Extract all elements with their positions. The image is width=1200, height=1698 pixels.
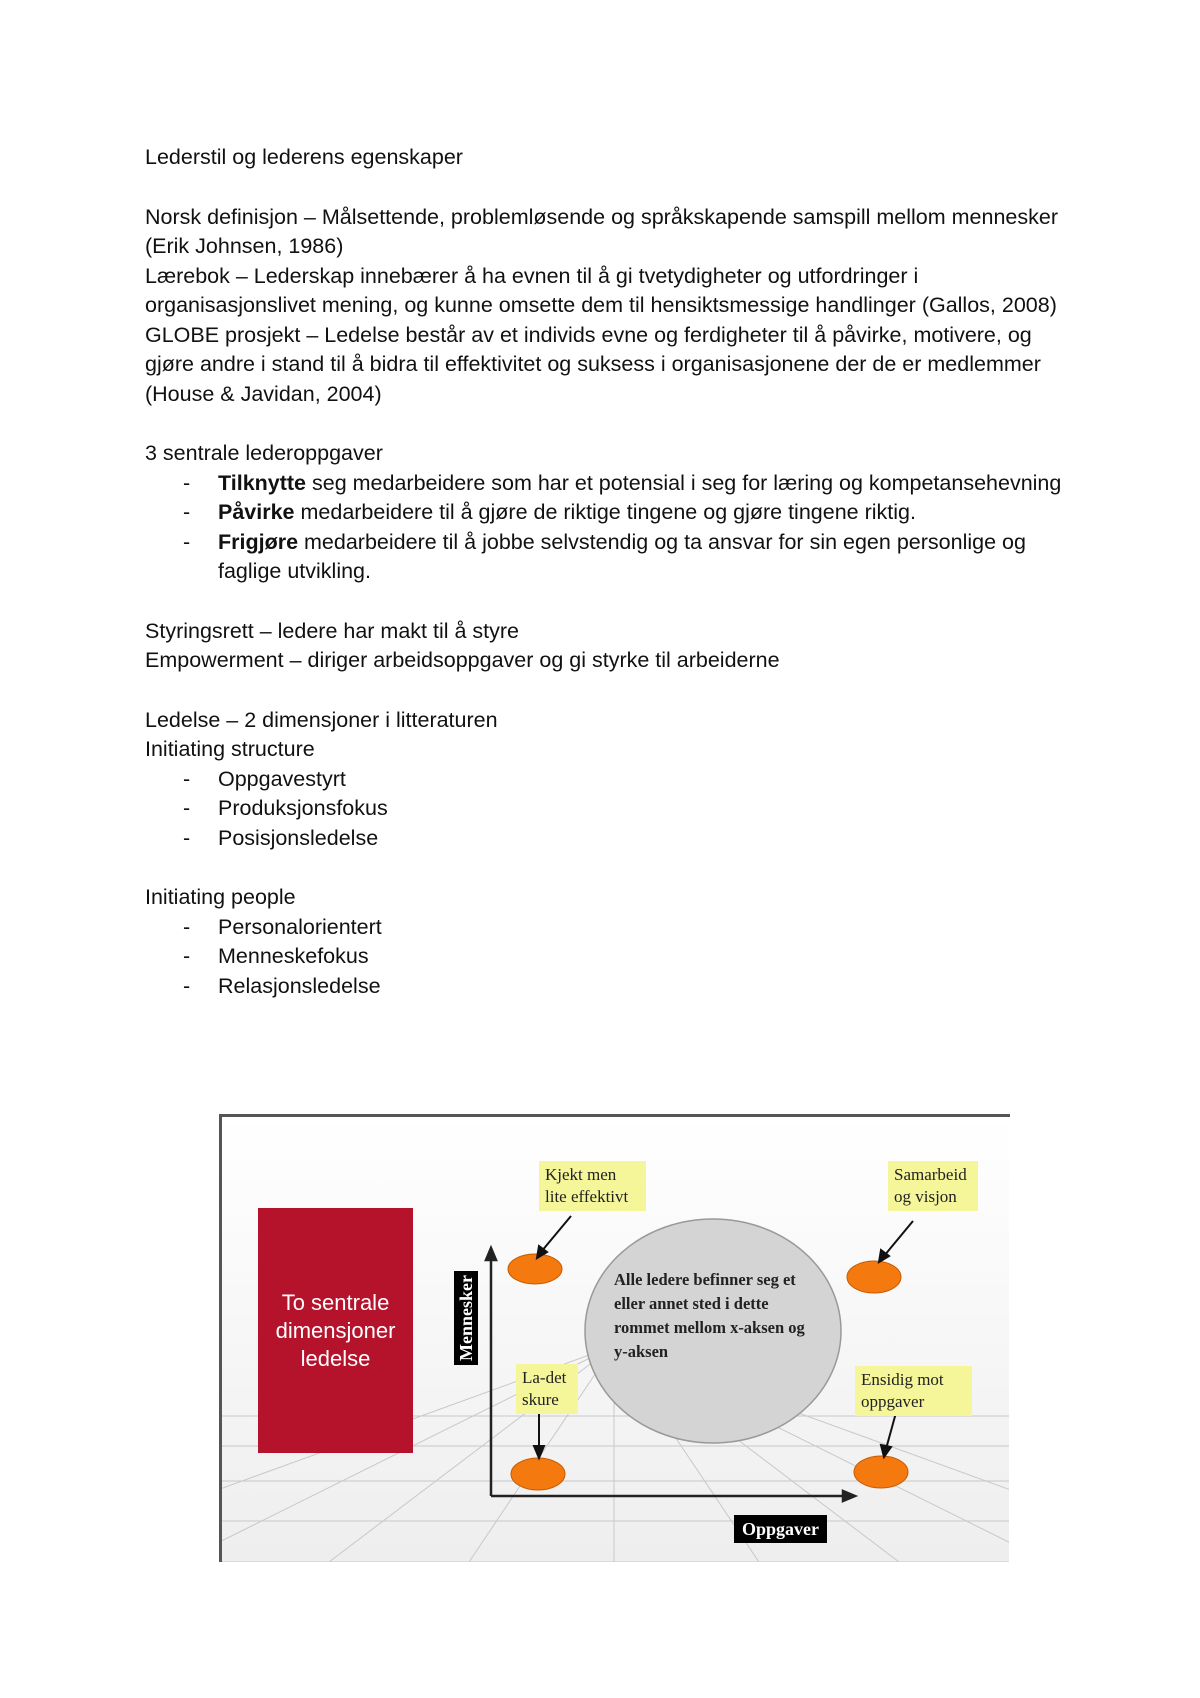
structure-list bbox=[145, 765, 1075, 854]
dot-bottom-right bbox=[854, 1456, 908, 1488]
x-axis-label: Oppgaver bbox=[734, 1515, 827, 1543]
dimensions-heading: Ledelse – 2 dimensjoner i litteraturen bbox=[145, 707, 498, 732]
page-title: Lederstil og lederens egenskaper bbox=[145, 145, 463, 169]
figure-frame-left bbox=[219, 1114, 222, 1562]
circle-text: Alle ledere befinner seg et eller annet sted i dette rommet mellom x-aksen og y-aksen bbox=[614, 1270, 805, 1361]
list-item: - Relasjonsledelse bbox=[145, 972, 1075, 1002]
document-body bbox=[145, 143, 1075, 1001]
control-empowerment: Empowerment – diriger arbeidsoppgaver og gi styrke til arbeiderne bbox=[145, 648, 780, 672]
definition-norsk: Norsk definisjon – Målsettende, problemløsende og språkskapende samspill mellom mennesker (Erik Johnsen, 1986) bbox=[145, 204, 1058, 258]
people-title: Initiating people bbox=[145, 885, 296, 909]
figure-frame-top bbox=[219, 1114, 1010, 1117]
red-title-box: To sentrale dimensjoner ledelse bbox=[258, 1208, 413, 1453]
people-list bbox=[145, 913, 1075, 1002]
label-top-right: Samarbeid og visjon bbox=[888, 1161, 978, 1211]
y-axis-label: Mennesker bbox=[454, 1271, 478, 1365]
list-item: - Personalorientert bbox=[145, 913, 1075, 943]
control-styringsrett: Styringsrett – ledere har makt til å styre bbox=[145, 618, 520, 643]
definition-laerebok: Lærebok – Lederskap innebærer å ha evnen til å gi tvetydigheter og utfordringer i organisasjonslivet mening, og kunne omsette dem til hensiktsmessige handlinger (Gallos, 2008) bbox=[145, 263, 1057, 317]
definition-globe: GLOBE prosjekt – Ledelse består av et individs evne og ferdigheter til å påvirke, motivere, og gjøre andre i stand til å bidra til effektivitet og suksess i organisasjonene der de er medlemmer (House & Javidan, 2004) bbox=[145, 322, 1041, 406]
list-item: - Posisjonsledelse bbox=[145, 824, 1075, 854]
leadership-dimensions-figure bbox=[219, 1116, 1009, 1562]
list-item: - Påvirke medarbeidere til å gjøre de riktige tingene og gjøre tingene riktig. bbox=[145, 498, 1075, 528]
dot-bottom-left bbox=[511, 1458, 565, 1490]
list-item: - Oppgavestyrt bbox=[145, 765, 1075, 795]
label-bottom-left: La-det skure bbox=[516, 1364, 578, 1414]
list-item: - Menneskefokus bbox=[145, 942, 1075, 972]
list-item: - Frigjøre medarbeidere til å jobbe selvstendig og ta ansvar for sin egen personlige og faglige utvikling. bbox=[145, 528, 1075, 587]
structure-title: Initiating structure bbox=[145, 737, 315, 761]
dot-top-right bbox=[847, 1261, 901, 1293]
list-item: - Produksjonsfokus bbox=[145, 794, 1075, 824]
label-bottom-right: Ensidig mot oppgaver bbox=[855, 1366, 972, 1416]
tasks-heading: 3 sentrale lederoppgaver bbox=[145, 441, 383, 465]
tasks-list bbox=[145, 469, 1075, 587]
dot-top-left bbox=[508, 1254, 562, 1284]
label-top-left: Kjekt men lite effektivt bbox=[539, 1161, 646, 1211]
list-item: - Tilknytte seg medarbeidere som har et potensial i seg for læring og kompetansehevning bbox=[145, 469, 1075, 499]
